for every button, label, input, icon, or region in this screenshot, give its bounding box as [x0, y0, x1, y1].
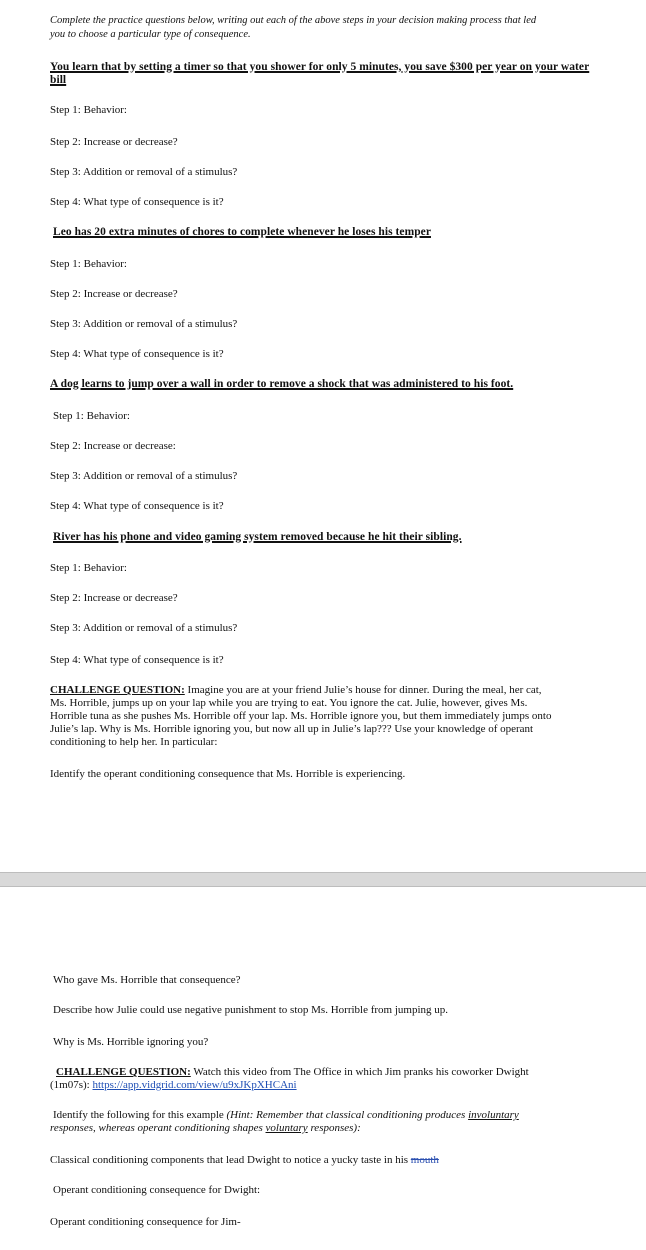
page-break-divider — [0, 872, 646, 887]
challenge-1-line-4: Julie’s lap. Why is Ms. Horrible ignoring you, but now all up in Julie’s lap??? Use your knowledge of operant — [50, 723, 534, 735]
challenge-1-question-3: Describe how Julie could use negative punishment to stop Ms. Horrible from jumping up. — [53, 1004, 449, 1016]
hint-text-a: (Hint: Remember that classical conditioning produces — [226, 1109, 469, 1121]
challenge-2-label: CHALLENGE QUESTION: — [56, 1066, 191, 1078]
intro-line-1: Complete the practice questions below, writing out each of the above steps in your decision making process that led — [50, 15, 537, 26]
video-link[interactable]: https://app.vidgrid.com/view/u9xJKpXHCAni — [92, 1079, 297, 1091]
scenario-3-step-3: Step 3: Addition or removal of a stimulus? — [50, 470, 238, 482]
scenario-2-step-4: Step 4: What type of consequence is it? — [50, 348, 224, 360]
scenario-3-step-1: Step 1: Behavior: — [53, 410, 130, 422]
hint-voluntary: voluntary — [265, 1122, 308, 1134]
scenario-1-title: You learn that by setting a timer so that you shower for only 5 minutes, you save $300 per year on your water — [50, 61, 590, 73]
challenge-1-text: Imagine you are at your friend Julie’s house for dinner. During the meal, her cat, — [184, 684, 542, 696]
intro-line-2: you to choose a particular type of consequence. — [50, 29, 251, 40]
challenge-1-question-1: Identify the operant conditioning consequence that Ms. Horrible is experiencing. — [50, 768, 406, 780]
scenario-3-step-2: Step 2: Increase or decrease: — [50, 440, 176, 452]
document-page-2 — [0, 887, 646, 1250]
hint-text-c: responses): — [307, 1122, 361, 1134]
scenario-1-step-4: Step 4: What type of consequence is it? — [50, 196, 224, 208]
classical-components-prompt — [50, 1154, 439, 1167]
scenario-2-title: Leo has 20 extra minutes of chores to complete whenever he loses his temper — [53, 226, 431, 238]
classical-components-text: Classical conditioning components that lead Dwight to notice a yucky taste in his — [50, 1154, 411, 1166]
challenge-1-line-1 — [50, 684, 542, 697]
scenario-2-step-1: Step 1: Behavior: — [50, 258, 127, 270]
classical-components-mouth: mouth — [410, 1154, 439, 1166]
challenge-1-label: CHALLENGE QUESTION: — [50, 684, 185, 696]
challenge-2-line-1 — [56, 1066, 529, 1079]
scenario-3-title: A dog learns to jump over a wall in order to remove a shock that was administered to his foot. — [50, 378, 514, 390]
scenario-4-step-3: Step 3: Addition or removal of a stimulus? — [50, 622, 238, 634]
scenario-1-step-2: Step 2: Increase or decrease? — [50, 136, 178, 148]
scenario-3-step-4: Step 4: What type of consequence is it? — [50, 500, 224, 512]
challenge-1-question-2: Who gave Ms. Horrible that consequence? — [53, 974, 241, 986]
scenario-4-title: River has his phone and video gaming system removed because he hit their sibling. — [53, 531, 462, 543]
scenario-2-step-3: Step 3: Addition or removal of a stimulus? — [50, 318, 238, 330]
challenge-2-text: Watch this video from The Office in which Jim pranks his coworker Dwight — [190, 1066, 529, 1078]
challenge-1-line-3: Horrible tuna as she pushes Ms. Horrible off your lap. Ms. Horrible ignore you, but them immediately jumps onto — [50, 710, 552, 722]
hint-prefix: Identify the following for this example — [53, 1109, 227, 1121]
hint-line-1 — [53, 1109, 519, 1122]
hint-involuntary: involuntary — [468, 1109, 519, 1121]
scenario-1-step-1: Step 1: Behavior: — [50, 104, 127, 116]
video-duration: (1m07s): — [50, 1079, 93, 1091]
challenge-1-line-5: conditioning to help her. In particular: — [50, 736, 218, 748]
operant-jim-prompt: Operant conditioning consequence for Jim- — [50, 1216, 241, 1228]
challenge-1-line-2: Ms. Horrible, jumps up on your lap while you are trying to eat. You ignore the cat. Julie, however, gives Ms. — [50, 697, 528, 709]
scenario-2-step-2: Step 2: Increase or decrease? — [50, 288, 178, 300]
challenge-2-line-2 — [50, 1079, 297, 1092]
hint-text-b: responses, whereas operant conditioning shapes — [50, 1122, 266, 1134]
scenario-1-step-3: Step 3: Addition or removal of a stimulus? — [50, 166, 238, 178]
challenge-1-question-4: Why is Ms. Horrible ignoring you? — [53, 1036, 209, 1048]
scenario-4-step-2: Step 2: Increase or decrease? — [50, 592, 178, 604]
scenario-4-step-1: Step 1: Behavior: — [50, 562, 127, 574]
operant-dwight-prompt: Operant conditioning consequence for Dwight: — [53, 1184, 261, 1196]
scenario-1-title-cont: bill — [50, 74, 67, 86]
hint-line-2 — [50, 1122, 361, 1135]
scenario-4-step-4: Step 4: What type of consequence is it? — [50, 654, 224, 666]
